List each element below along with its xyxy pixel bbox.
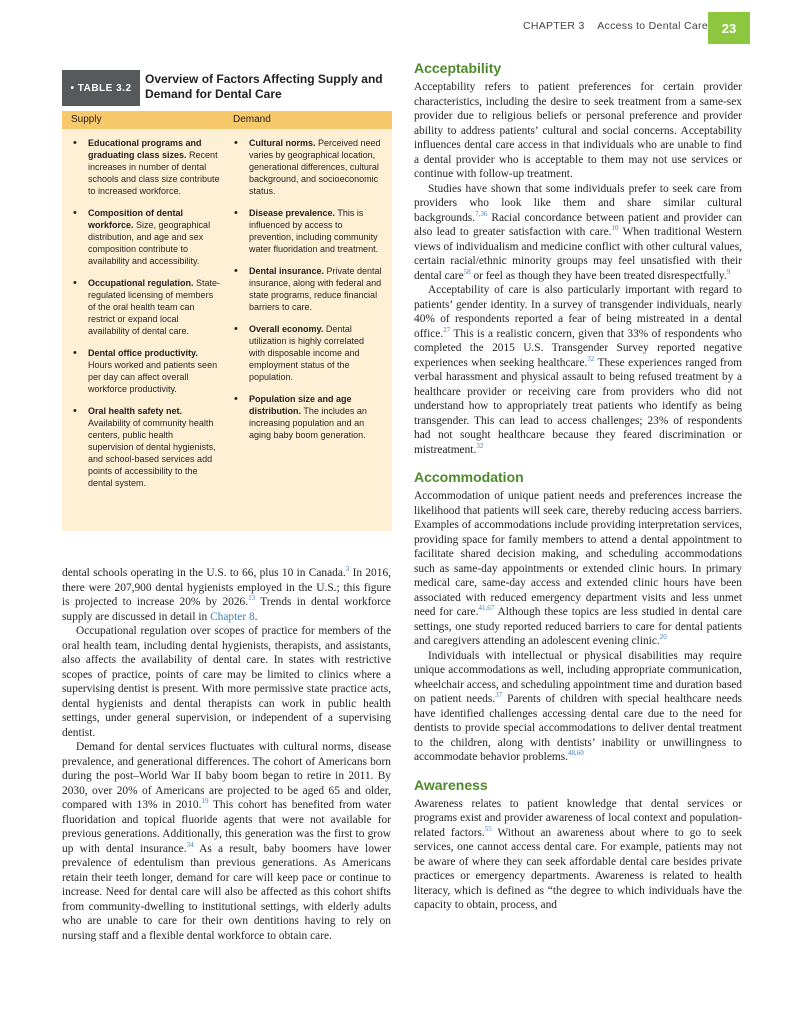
paragraph: Acceptability refers to patient preferences for certain provider characteristics, including the desire to seek treatment from a same-sex provider due to religious beliefs or personal preference and provider ability to address patients’ cultural and social concerns. Acceptability influences dental care access in that individuals who are unable to find a dental provider who is acceptable to them may not use services or continue with follow-up treatment. — [414, 81, 742, 180]
awareness-body — [414, 797, 742, 913]
list-item: • Disease prevalence. This is influenced by access to prevention, including community water fluoridation and treatment. — [232, 207, 382, 255]
acceptability-body — [414, 80, 742, 457]
list-item: • Dental office productivity. Hours worked and patients seen per day can affect overall workforce productivity. — [71, 347, 221, 395]
paragraph: Occupational regulation over scopes of practice for members of the oral health team, including dental hygienists, therapists, and assistants, also affects the availability of dental care. In states with restrictive scopes of practice, points of care may be limited to clinics where a supervising dentist is present. With more permissive state practice acts, dental hygienists and dental therapists can work in public health settings, under general supervision, or independent of a supervising dentist. — [62, 625, 391, 739]
demand-column-header: Demand — [233, 114, 271, 125]
paragraph: Individuals with intellectual or physical disabilities may require unique accommodations as well, including appropriate communication, wheelchair access, and scheduling appointment time and duration based on patient needs.$^{37}$ Parents of children with special healthcare needs have identified challenges accessing dental care due to the need for dentists to provide special accommodations to deliver dental treatment to the children, along with dentists’ inability or unwillingness to accommodate behavior problems.$^{48,60}$ — [414, 649, 743, 763]
section-heading-awareness: Awareness — [414, 776, 488, 793]
section-heading-accommodation: Accommodation — [414, 469, 524, 485]
paragraph: Studies have shown that some individuals prefer to seek care from providers who look like them and share similar cultural backgrounds.$^{7,36}$ Racial concordance between patient and provider can also lead to greater satisfaction with care.$^{10}$ When traditional Western views of individualism and medicine conflict with other cultural values, certain racial/ethnic minority groups may feel unsatisfied with their dental care$^{58}$ or feel as though they have been treated disrespectfully.$^9$ — [414, 182, 742, 282]
left-column-body — [62, 566, 391, 943]
list-item: • Composition of dental workforce. Size, geographical distribution, and age and sex composition contribute to availability and accessibility. — [71, 207, 221, 267]
chapter-title: Access to Dental Care — [597, 20, 708, 32]
paragraph: dental schools operating in the U.S. to 66, plus 10 in Canada.$^3$ In 2016, there were 207,900 dental hygienists employed in the U.S.; this figure is projected to increase 20% by 2026.13 Trends in dental workforce supply are discussed in detail in Chapter 8. — [62, 565, 391, 623]
list-item: • Overall economy. Dental utilization is highly correlated with disposable income and employment status of the population. — [232, 323, 382, 383]
list-item: • Dental insurance. Private dental insurance, along with federal and state programs, reduce financial barriers to care. — [232, 265, 382, 313]
chapter-8-link[interactable]: Chapter 8 — [210, 610, 255, 623]
list-item: • Population size and age distribution. The includes an increasing population and an aging baby boom generation. — [232, 393, 382, 441]
chapter-label: CHAPTER 3 — [522, 20, 585, 32]
paragraph: Awareness relates to patient knowledge that dental services or programs exist and provider awareness of local context and population-related factors.$^{55}$ Without an awareness about where to go to seek services, one cannot access dental care. For example, patients may not be aware of where they can seek affordable dental care besides private practices or emergency departments. Awareness is related to health literacy, which is defined as “the degree to which individuals have the capacity to obtain, process, and — [414, 797, 743, 911]
paragraph: Accommodation of unique patient needs and preferences increase the likelihood that patients will seek care, thereby reducing access barriers. Examples of accommodations include providing interpretation services, providing space for family members to attend a dental appointment to facilitate shared decision making, and scheduling accommodations such as same-day appointments or extended clinic hours. In primary medical care, same-day access and extended clinic hours have been associated with reduced emergency department visits and less unmet need for care.$^{41,67}$ Although these topics are less studied in dental care settings, one study reported reduced barriers to care for dental patients and caregivers attending an adolescent evening clinic.$^{20}$ — [414, 490, 742, 647]
list-item: • Oral health safety net. Availability of community health centers, public health supervision of dental hygienists, and school-based services add points of accessibility to the dental system. — [71, 405, 221, 490]
section-heading-acceptability: Acceptability — [414, 60, 502, 76]
table-tag: • TABLE 3.2 — [62, 70, 140, 106]
list-item: • Cultural norms. Perceived need varies by geographical location, generational differences, cultural background, and socioeconomic status. — [232, 137, 382, 197]
right-column — [414, 60, 742, 913]
list-item: • Occupational regulation. State-regulated licensing of members of the oral health team can restrict or expand local availability of dental care. — [71, 277, 221, 337]
supply-list — [71, 137, 221, 499]
paragraph: Acceptability of care is also particularly important with regard to patients’ gender identity. In a survey of transgender individuals, nearly 40% of respondents reported a fear of being mistreated in a dental office.$^{27}$ This is a realistic concern, given that 33% of respondents who completed the 2015 U.S. Transgender Survey reported negative experiences when seeking healthcare.$^{32}$ These experiences ranged from verbal harassment and physical assault to being refused treatment by a healthcare provider or receiving care from providers who did not understand how to appropriately treat patients who identify as being transgender. This can lead to access challenges; 23% of respondents had not sought healthcare because they feared discrimination or mistreatment.$^{32}$ — [414, 284, 742, 456]
table-title: Overview of Factors Affecting Supply and Demand for Dental Care — [145, 72, 383, 101]
demand-list — [232, 137, 382, 451]
supply-column-header: Supply — [71, 114, 102, 125]
paragraph: Demand for dental services fluctuates with cultural norms, disease prevalence, and generational differences. The cohort of Americans born during the post–World War II baby boom began to retire in 2011. By 2030, over 20% of Americans are projected to be aged 65 and older, compared with 13% in 2010.19 This cohort has benefited from water fluoridation and topical fluoride agents that were not available for previous generations. Additionally, this generation was the first to grow up with dental insurance.$^{34}$ As a result, baby boomers have lower prevalence of edentulism than previous generations. As Americans retain their teeth longer, demand for care will keep pace or continue to increase. Need for dental care will also be affected as this cohort shifts from community-dwelling to institutional settings, with elderly adults who are unable to care for their own dentitions having to rely on nursing staff and a flexible dental workforce to obtain care. — [62, 741, 391, 942]
running-header — [523, 20, 708, 32]
page-number: 23 — [708, 12, 750, 44]
list-item: • Educational programs and graduating class sizes. Recent increases in number of dental schools and class size contribute to increased workforce. — [71, 137, 221, 197]
accommodation-body — [414, 489, 742, 765]
table-column-header-row — [62, 111, 392, 129]
